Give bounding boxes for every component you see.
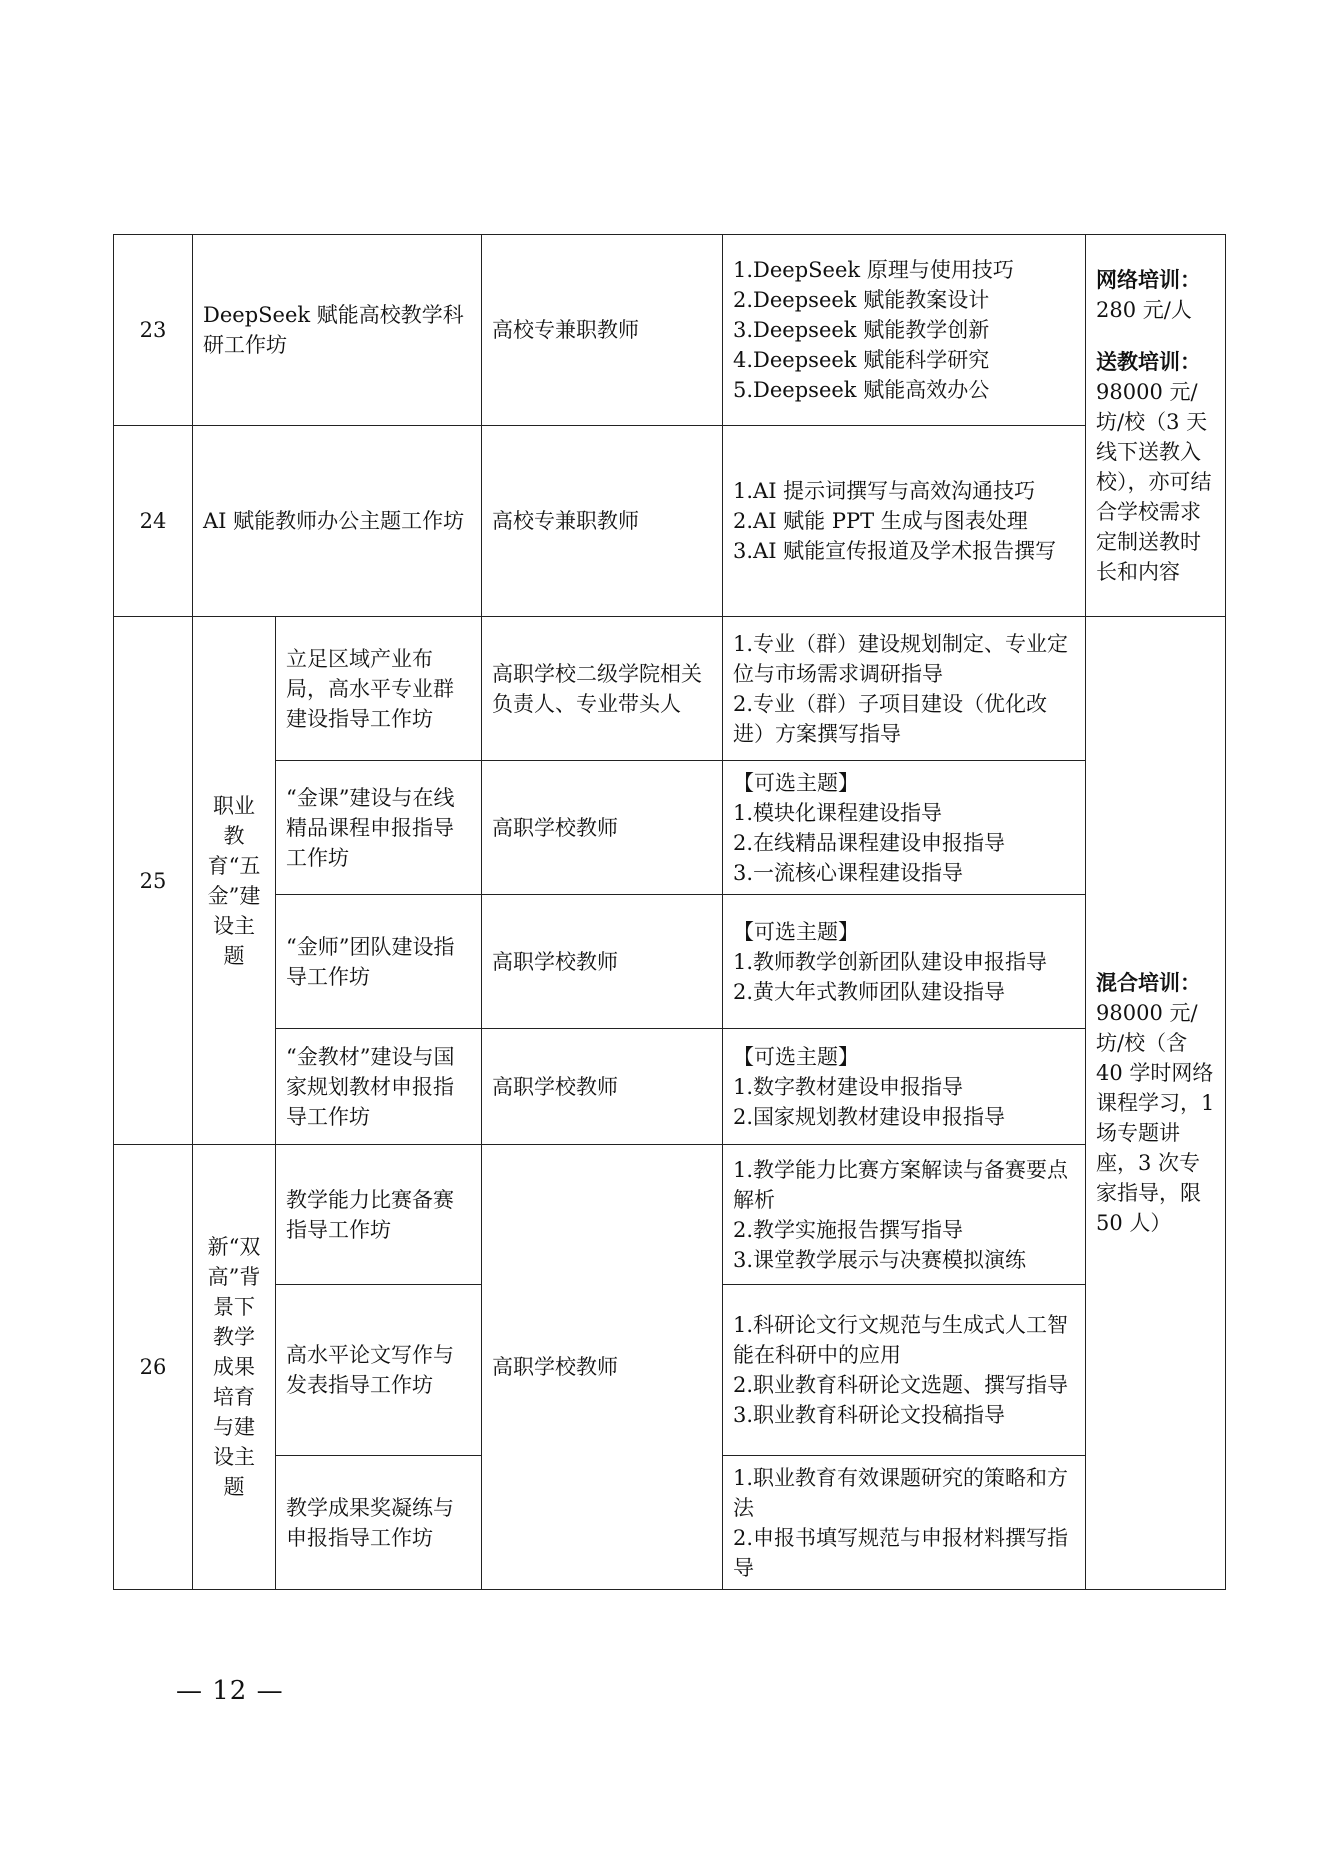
workshop-name: DeepSeek 赋能高校教学科研工作坊: [193, 235, 482, 426]
workshop-name: “金课”建设与在线精品课程申报指导工作坊: [276, 761, 482, 895]
content-line: 1.教学能力比赛方案解读与备赛要点解析: [733, 1157, 1069, 1212]
training-content: [723, 1285, 1086, 1456]
content-line: 【可选主题】: [733, 770, 859, 795]
content-line: 2.专业（群）子项目建设（优化改进）方案撰写指导: [733, 691, 1048, 746]
content-line: 1.模块化课程建设指导: [733, 800, 943, 825]
content-line: 【可选主题】: [733, 919, 859, 944]
training-content: [723, 761, 1086, 895]
training-content: [723, 1145, 1086, 1285]
table-row-26-a: [114, 1145, 1226, 1285]
row-number: 23: [114, 235, 193, 426]
content-line: 2.黄大年式教师团队建设指导: [733, 979, 1006, 1004]
mixed-fee-title: 混合培训：: [1096, 970, 1201, 995]
content-line: 2.申报书填写规范与申报材料撰写指导: [733, 1525, 1069, 1580]
training-content: [723, 235, 1086, 426]
content-line: 1.科研论文行文规范与生成式人工智能在科研中的应用: [733, 1313, 1069, 1367]
workshop-name: 高水平论文写作与发表指导工作坊: [276, 1285, 482, 1456]
target-audience: 高职学校教师: [482, 895, 723, 1029]
content-line: 2.职业教育科研论文选题、撰写指导: [733, 1373, 1069, 1397]
content-line: 3.Deepseek 赋能教学创新: [733, 318, 990, 342]
content-line: 【可选主题】: [733, 1044, 859, 1069]
onsite-fee-text: 98000 元/坊/校（3 天线下送教入校），亦可结合学校需求定制送教时长和内容: [1096, 379, 1212, 584]
content-line: 1.职业教育有效课题研究的策略和方法: [733, 1465, 1069, 1520]
content-line: 3.AI 赋能宣传报道及学术报告撰写: [733, 539, 1057, 563]
table-row-23: [114, 235, 1226, 426]
training-content: [723, 1456, 1086, 1590]
content-line: 1.专业（群）建设规划制定、专业定位与市场需求调研指导: [733, 631, 1069, 686]
category-label: 职业教育“五金”建设主题: [193, 617, 276, 1145]
content-line: 1.AI 提示词撰写与高效沟通技巧: [733, 479, 1036, 503]
content-line: 1.数字教材建设申报指导: [733, 1074, 964, 1099]
table-row-24: [114, 426, 1226, 617]
content-line: 2.教学实施报告撰写指导: [733, 1217, 964, 1242]
content-line: 5.Deepseek 赋能高效办公: [733, 378, 990, 402]
training-program-table: [113, 234, 1226, 1590]
online-fee-title: 网络培训：: [1096, 266, 1201, 292]
content-line: 2.AI 赋能 PPT 生成与图表处理: [733, 509, 1028, 533]
table-row-25-d: [114, 1029, 1226, 1145]
target-audience: 高职学校教师: [482, 1145, 723, 1590]
target-audience: 高职学校教师: [482, 1029, 723, 1145]
onsite-fee-title: 送教培训：: [1096, 348, 1201, 374]
workshop-name: 教学能力比赛备赛指导工作坊: [276, 1145, 482, 1285]
row-number: 24: [114, 426, 193, 617]
online-fee-text: 280 元/人: [1096, 297, 1192, 322]
content-line: 1.DeepSeek 原理与使用技巧: [733, 258, 1014, 282]
target-audience: 高职学校二级学院相关负责人、专业带头人: [482, 617, 723, 761]
target-audience: 高职学校教师: [482, 761, 723, 895]
workshop-name: 立足区域产业布局，高水平专业群建设指导工作坊: [276, 617, 482, 761]
row-number: 26: [114, 1145, 193, 1590]
workshop-name: “金师”团队建设指导工作坊: [276, 895, 482, 1029]
page-number: — 12 —: [176, 1676, 284, 1706]
workshop-name: “金教材”建设与国家规划教材申报指导工作坊: [276, 1029, 482, 1145]
table-row-25-a: [114, 617, 1226, 761]
content-line: 3.一流核心课程建设指导: [733, 860, 964, 885]
training-content: [723, 895, 1086, 1029]
category-label: 新“双高”背景下教学成果培育与建设主题: [193, 1145, 276, 1590]
content-line: 2.国家规划教材建设申报指导: [733, 1104, 1006, 1129]
content-line: 3.职业教育科研论文投稿指导: [733, 1403, 1006, 1427]
content-line: 1.教师教学创新团队建设申报指导: [733, 949, 1048, 974]
row-number: 25: [114, 617, 193, 1145]
fee-cell-mixed: [1086, 617, 1226, 1590]
training-content: [723, 1029, 1086, 1145]
table-row-25-c: [114, 895, 1226, 1029]
training-content: [723, 617, 1086, 761]
training-content: [723, 426, 1086, 617]
content-line: 4.Deepseek 赋能科学研究: [733, 348, 990, 372]
content-line: 3.课堂教学展示与决赛模拟演练: [733, 1247, 1027, 1272]
content-line: 2.Deepseek 赋能教案设计: [733, 288, 990, 312]
workshop-name: AI 赋能教师办公主题工作坊: [193, 426, 482, 617]
content-line: 2.在线精品课程建设申报指导: [733, 830, 1006, 855]
target-audience: 高校专兼职教师: [482, 235, 723, 426]
workshop-name: 教学成果奖凝练与申报指导工作坊: [276, 1456, 482, 1590]
table-row-25-b: [114, 761, 1226, 895]
fee-cell-online-onsite: [1086, 235, 1226, 617]
target-audience: 高校专兼职教师: [482, 426, 723, 617]
mixed-fee-text: 98000 元/坊/校（含 40 学时网络课程学习，1 场专题讲座，3 次专家指导，限 50 人）: [1096, 1001, 1215, 1235]
